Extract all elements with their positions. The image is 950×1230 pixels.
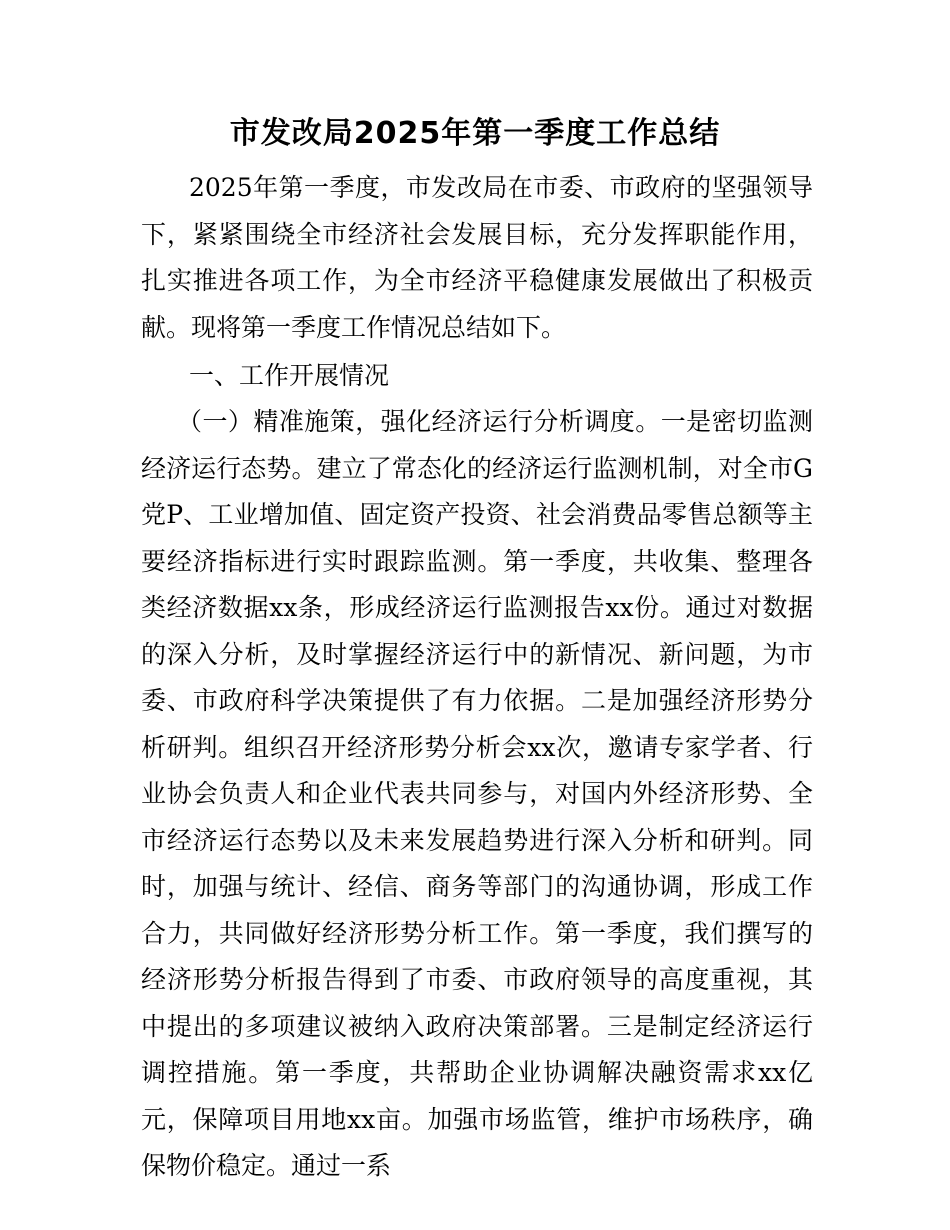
section-1-paragraph: （一）精准施策，强化经济运行分析调度。一是密切监测经济运行态势。建立了常态化的经济运行监测机制，对全市G党P、工业增加值、固定资产投资、社会消费品零售总额等主要经济指标进行实时跟踪监测。第一季度，共收集、整理各类经济数据xx条，形成经济运行监测报告xx份。通过对数据的深入分析，及时掌握经济运行中的新情况、新问题，为市委、市政府科学决策提供了有力依据。二是加强经济形势分析研判。组织召开经济形势分析会xx次，邀请专家学者、行业协会负责人和企业代表共同参与，对国内外经济形势、全市经济运行态势以及未来发展趋势进行深入分析和研判。同时，加强与统计、经信、商务等部门的沟通协调，形成工作合力，共同做好经济形势分析工作。第一季度，我们撰写的经济形势分析报告得到了市委、市政府领导的高度重视，其中提出的多项建议被纳入政府决策部署。三是制定经济运行调控措施。第一季度，共帮助企业协调解决融资需求xx亿元，保障项目用地xx亩。加强市场监管，维护市场秩序，确保物价稳定。通过一系 [141, 407, 813, 1180]
intro-paragraph: 2025年第一季度，市发改局在市委、市政府的坚强领导下，紧紧围绕全市经济社会发展目标，充分发挥职能作用，扎实推进各项工作，为全市经济平稳健康发展做出了积极贡献。现将第一季度工作情况总结如下。 [141, 173, 813, 342]
section-heading: 一、工作开展情况 [189, 361, 390, 390]
document-title: 市发改局2025年第一季度工作总结 [229, 116, 721, 151]
